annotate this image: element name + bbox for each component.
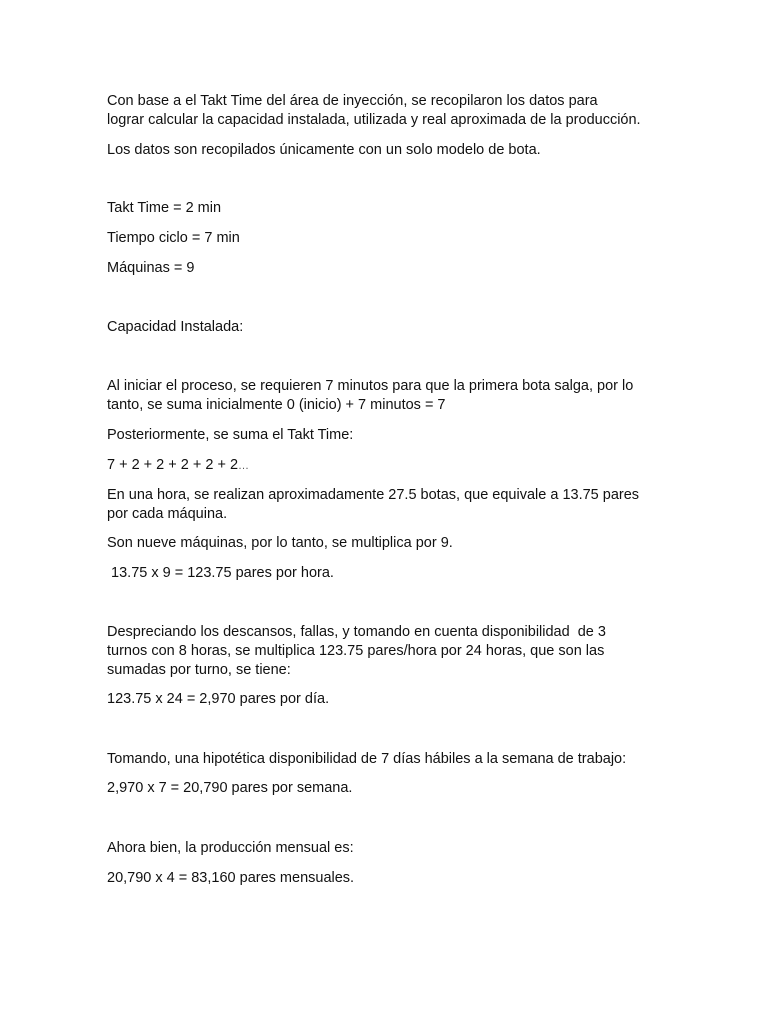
shifts-line-2: turnos con 8 horas, se multiplica 123.75 pares/hora por 24 horas, que son las: [107, 643, 605, 659]
per-week-calculation: 2,970 x 7 = 20,790 pares por semana.: [107, 780, 353, 796]
intro-line-1: Con base a el Takt Time del área de inyección, se recopilaron los datos para: [107, 93, 598, 109]
installed-capacity-heading: Capacidad Instalada:: [107, 319, 244, 335]
nine-machines-line: Son nueve máquinas, por lo tanto, se multiplica por 9.: [107, 535, 453, 551]
shifts-line-3: sumadas por turno, se tiene:: [107, 662, 291, 678]
process-start-paragraph: [107, 377, 707, 415]
machines-line: Máquinas = 9: [107, 260, 195, 276]
shifts-line-1: Despreciando los descansos, fallas, y tomando en cuenta disponibilidad de 3: [107, 624, 606, 640]
per-hour-paragraph: [107, 486, 707, 524]
sum-sequence: 7 + 2 + 2 + 2 + 2 + 2: [107, 457, 239, 473]
intro-note: Los datos son recopilados únicamente con un solo modelo de bota.: [107, 142, 541, 158]
shifts-paragraph: [107, 623, 707, 680]
process-start-line-1: Al iniciar el proceso, se requieren 7 minutos para que la primera bota salga, por lo: [107, 378, 634, 394]
cycle-time-line: Tiempo ciclo = 7 min: [107, 230, 240, 246]
sum-sequence-line: [107, 456, 707, 476]
takt-time-line: Takt Time = 2 min: [107, 200, 222, 216]
sum-ellipsis: …: [238, 460, 250, 472]
per-day-calculation: 123.75 x 24 = 2,970 pares por día.: [107, 691, 330, 707]
week-intro-line: Tomando, una hipotética disponibilidad de 7 días hábiles a la semana de trabajo:: [107, 751, 627, 767]
intro-line-2: lograr calcular la capacidad instalada, utilizada y real aproximada de la producción.: [107, 112, 641, 128]
per-hour-calculation: 13.75 x 9 = 123.75 pares por hora.: [107, 565, 334, 581]
month-intro-line: Ahora bien, la producción mensual es:: [107, 840, 354, 856]
per-month-calculation: 20,790 x 4 = 83,160 pares mensuales.: [107, 870, 355, 886]
then-takt-line: Posteriormente, se suma el Takt Time:: [107, 427, 354, 443]
per-hour-line-2: por cada máquina.: [107, 506, 228, 522]
process-start-line-2: tanto, se suma inicialmente 0 (inicio) + 7 minutos = 7: [107, 397, 446, 413]
per-hour-line-1: En una hora, se realizan aproximadamente 27.5 botas, que equivale a 13.75 pares: [107, 487, 640, 503]
intro-paragraph: [107, 92, 707, 130]
